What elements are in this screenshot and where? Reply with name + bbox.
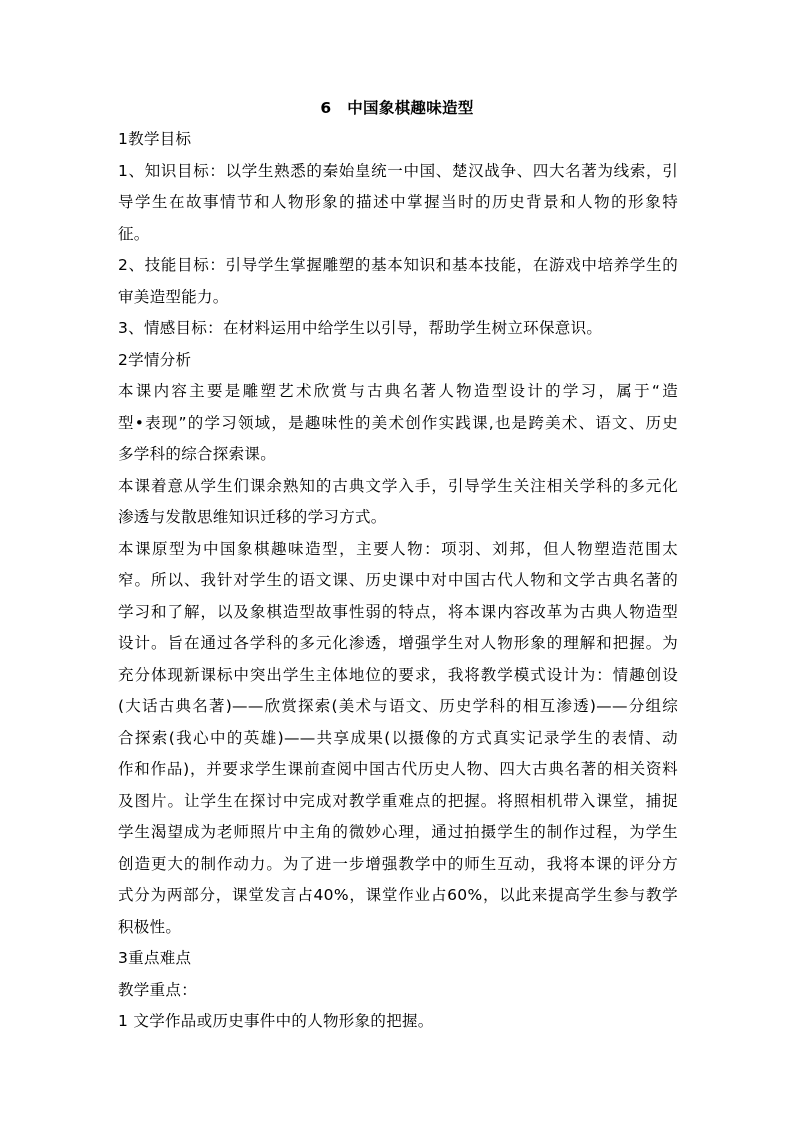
text-line: 学生渴望成为老师照片中主角的微妙心理，通过拍摄学生的制作过程，为学生 bbox=[118, 823, 678, 841]
text-line: 合探索(我心中的英雄)——共享成果(以摄像的方式真实记录学生的表情、动 bbox=[118, 728, 678, 747]
text-line: 窄。所以、我针对学生的语文课、历史课中对中国古代人物和文学古典名著的 bbox=[118, 571, 678, 589]
page-title: 6 中国象棋趣味造型 bbox=[320, 99, 474, 117]
text-line: 1 文学作品或历史事件中的人物形象的把握。 bbox=[118, 1012, 434, 1030]
text-line: 设计。旨在通过各学科的多元化渗透，增强学生对人物形象的理解和把握。为 bbox=[118, 634, 678, 652]
text-line: 本课着意从学生们课余熟知的古典文学入手，引导学生关注相关学科的多元化 bbox=[118, 476, 678, 495]
text-line: 及图片。让学生在探讨中完成对教学重难点的把握。将照相机带入课堂，捕捉 bbox=[118, 791, 678, 810]
text-line: 型•表现”的学习领域，是趣味性的美术创作实践课,也是跨美术、语文、历史 bbox=[118, 413, 678, 432]
text-line: 充分体现新课标中突出学生主体地位的要求，我将教学模式设计为：情趣创设 bbox=[118, 665, 678, 684]
document-body bbox=[118, 124, 678, 1038]
text-line: 渗透与发散思维知识迁移的学习方式。 bbox=[118, 508, 387, 526]
text-line: 多学科的综合探索课。 bbox=[118, 445, 277, 463]
text-line: 1教学目标 bbox=[118, 130, 192, 148]
text-line: 本课内容主要是雕塑艺术欣赏与古典名著人物造型设计的学习，属于“造 bbox=[118, 382, 678, 400]
text-line: 2、技能目标：引导学生掌握雕塑的基本知识和基本技能，在游戏中培养学生的 bbox=[118, 256, 678, 274]
text-line: 积极性。 bbox=[118, 917, 182, 936]
text-line: 本课原型为中国象棋趣味造型，主要人物：项羽、刘邦，但人物塑造范围太 bbox=[118, 539, 678, 558]
text-line: 3、情感目标：在材料运用中给学生以引导，帮助学生树立环保意识。 bbox=[118, 319, 603, 337]
text-line: 作和作品)，并要求学生课前查阅中国古代历史人物、四大古典名著的相关资料 bbox=[118, 760, 678, 778]
text-line: 导学生在故事情节和人物形象的描述中掌握当时的历史背景和人物的形象特 bbox=[118, 193, 678, 211]
text-line: 创造更大的制作动力。为了进一步增强教学中的师生互动，我将本课的评分方 bbox=[118, 854, 678, 873]
text-line: 征。 bbox=[118, 224, 150, 243]
text-line: 审美造型能力。 bbox=[118, 287, 229, 306]
text-line: 1、知识目标：以学生熟悉的秦始皇统一中国、楚汉战争、四大名著为线索，引 bbox=[118, 161, 678, 180]
text-line: 3重点难点 bbox=[118, 949, 192, 967]
text-line: (大话古典名著)——欣赏探索(美术与语文、历史学科的相互渗透)——分组综 bbox=[118, 697, 678, 715]
text-line: 2学情分析 bbox=[118, 350, 192, 369]
text-line: 式分为两部分，课堂发言占40%，课堂作业占60%，以此来提高学生参与教学 bbox=[118, 886, 678, 904]
text-line: 学习和了解，以及象棋造型故事性弱的特点，将本课内容改革为古典人物造型 bbox=[118, 602, 678, 621]
text-line: 教学重点： bbox=[118, 980, 198, 999]
